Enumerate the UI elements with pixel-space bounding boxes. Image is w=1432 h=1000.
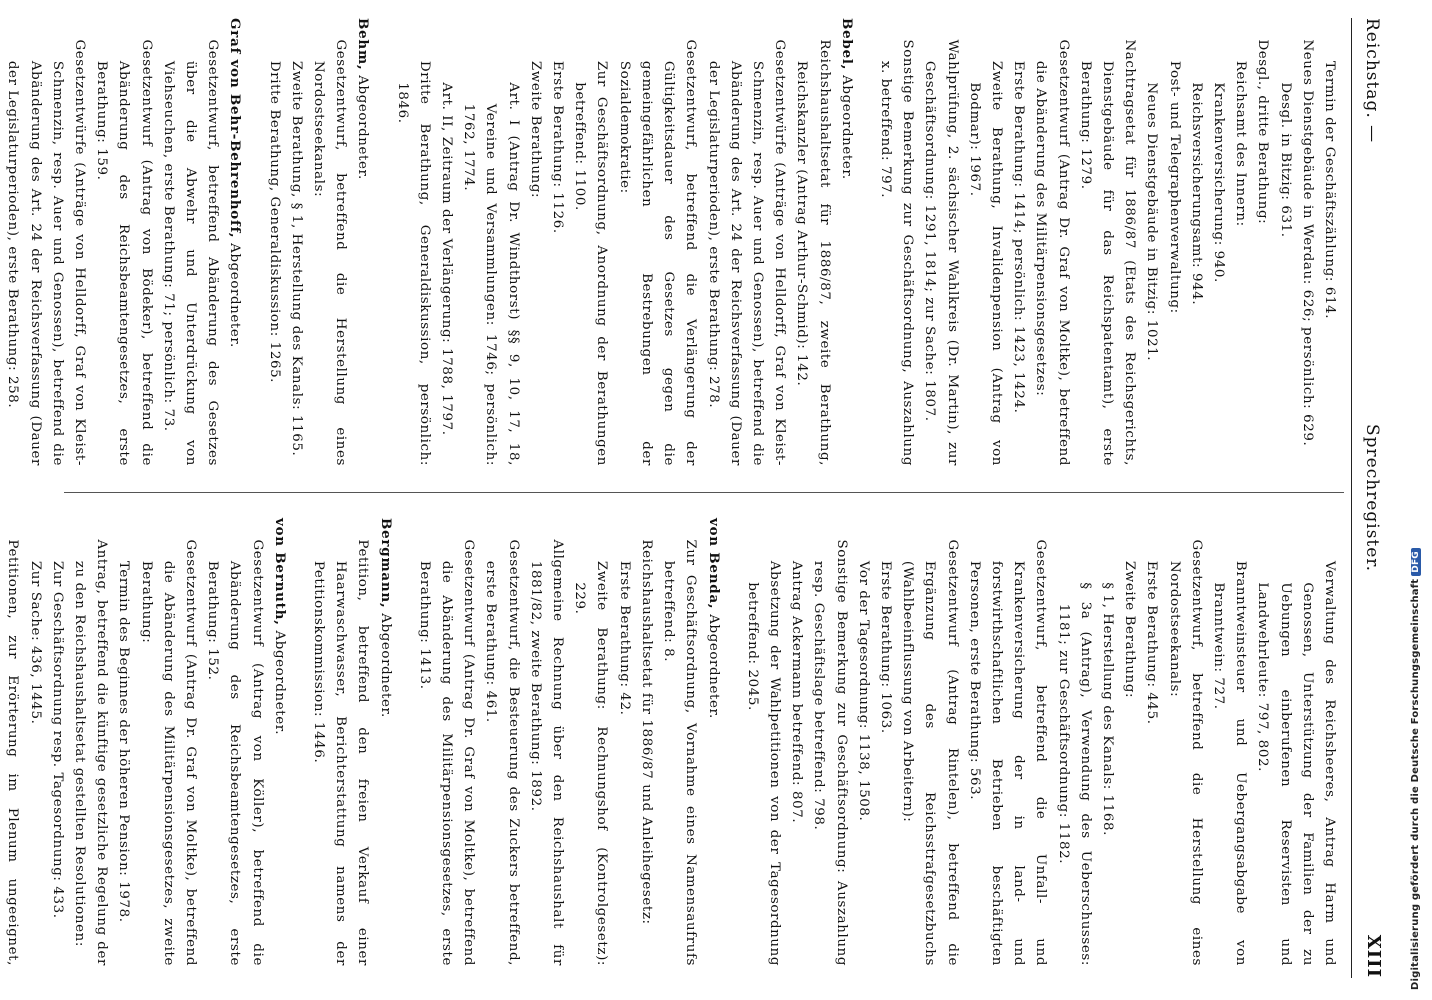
entry-text: Desgl., dritte Berathung:: [1255, 39, 1271, 225]
entry-text: Gesetzentwurf, die Besteuerung des Zuckers betreffend, erste Berathung: 461.: [483, 539, 521, 966]
register-entry: [701, 39, 790, 466]
register-entry: [568, 61, 612, 466]
register-entry: [1162, 61, 1184, 466]
entry-text: Absetzung der Wahlpetitionen von der Tagesordnung betreffend: 2045.: [744, 560, 782, 966]
register-entry: [1273, 82, 1295, 466]
entry-text: Desgl. in Bitzig: 631.: [1277, 82, 1293, 238]
entry-text: Gesetzentwurf, betreffend die Herstellung eines Nordostseekanals:: [311, 39, 349, 466]
register-entry: [1318, 61, 1340, 466]
register-entry: [457, 82, 524, 466]
entry-text: Antrag, betreffend die künftige gesetzliche Regelung der zu den Reichshaushaltsetat gestellten Resolutionen:: [72, 539, 110, 966]
entry-text: Zweite Berathung, Invalidenpension (Antrag von Bodmar): 1967.: [966, 60, 1004, 466]
entry-text: Zweite Berathung:: [1122, 560, 1138, 699]
register-entry: [785, 561, 807, 966]
register-entry: [435, 82, 457, 466]
entry-text: Gesetzentwurf (Antrag Dr. Graf von Moltke), betreffend die Abänderung des Militärpensionsgesetzes:: [1033, 39, 1071, 466]
column-divider: [64, 492, 1344, 493]
register-entry: [963, 539, 1052, 966]
person-name: Bebel,: [838, 18, 855, 71]
entry-text: Erste Berathung: 1063.: [877, 560, 893, 734]
register-entry: [874, 39, 918, 466]
register-entry: [635, 539, 657, 966]
entry-text: Zweite Berathung:: [527, 60, 543, 199]
register-entry: [307, 39, 351, 466]
entry-text: Termin der Geschäftszählung: 614.: [1322, 60, 1337, 320]
entry-text: Gesetzentwurf (Antrag Dr. Graf von Moltke), betreffend die Abänderung des Militärpensionsgesetzes, zweite Berathung:: [138, 539, 199, 966]
entry-text: Verwaltung des Reichsheeres, Antrag Harm und Genossen, Unterstützung der Familien der zu Uebungen einberufenen Reservisten und Landwehrleute: 797, 802.: [1255, 560, 1337, 966]
entry-text: Sonstige Bemerkung zur Geschäftsordnung, Auszahlung x. betreffend: 797.: [877, 39, 916, 466]
person-name: von Benda,: [705, 518, 722, 610]
entry-text: Zur Sache: 436, 1445.: [27, 560, 43, 725]
register-entry: [112, 561, 134, 966]
entry-text: Art. II, Zeitraum der Verlängerung: 1788, 1797.: [439, 82, 455, 436]
person-role: Abgeordneter.: [227, 238, 243, 348]
entry-text: Gesetzentwurf, betreffend Abänderung des Gesetzes über die Abwehr und Unterdrückung von Viehseuchen, erste Berathung: 71; persönlich: 73.: [160, 39, 221, 466]
register-entry: [1251, 561, 1340, 966]
register-entry: [1296, 39, 1318, 466]
register-entry: [807, 539, 851, 966]
entry-text: Erste Berathung: 445.: [1144, 560, 1160, 725]
register-entry: [90, 39, 157, 466]
register-entry: [1140, 561, 1162, 966]
entry-text: Gesetzentwurf, betreffend die Herstellung eines Nordostseekanals:: [1166, 539, 1204, 966]
entry-text: Zur Geschäftsordnung, Anordnung der Berathungen betreffend: 1100.: [572, 60, 610, 466]
entry-text: Krankenversicherung: 940.: [1210, 82, 1226, 283]
register-entry: [963, 61, 1007, 466]
register-person-entry: [373, 518, 396, 966]
register-entry: [1140, 82, 1162, 466]
digitization-note: [1410, 548, 1421, 990]
entry-text: Zur Geschäftsordnung, Vornahme eines Namensaufrufs betreffend: 8.: [661, 539, 699, 966]
register-entry: [0, 539, 23, 966]
person-role: Abgeordneter.: [705, 609, 721, 719]
entry-text: Vor der Tagesordnung: 1138, 1508.: [855, 560, 871, 822]
entry-text: Gesetzentwurf, betreffend die Verlängerung der Gültigkeitsdauer des Gesetzes gegen die gemeingefährlichen Bestrebungen der Sozialdemokratie:: [616, 39, 699, 466]
register-entry: [918, 39, 962, 466]
register-entry: [1207, 82, 1229, 466]
entry-text: Gesetzentwürfe (Anträge von Helldorff, Graf von Kleist-Schmenzin, resp. Auer und Genossen), betreffend die Abänderung des Art. 24 der Reichsverfassung (Dauer der Legislaturperioden), erste Berathung: 278.: [705, 39, 788, 466]
left-column: [5, 18, 1340, 466]
entry-text: Sonstige Bemerkung zur Geschäftsordnung: Auszahlung resp. Geschäftslage betreffend: 798.: [811, 539, 849, 966]
register-person-entry: [223, 18, 246, 466]
register-person-entry: [351, 18, 374, 466]
person-role: Abgeordneter.: [271, 625, 287, 736]
register-entry: [413, 539, 480, 966]
entry-text: Zur Geschäftsordnung resp. Tagesordnung: 433.: [49, 560, 65, 919]
entry-text: Petitionen, zur Erörterung im Plenum ungeeignet,: [5, 539, 21, 966]
entry-text: Zweite Berathung, § 1, Herstellung des Kanals: 1165.: [288, 60, 304, 457]
entry-text: § 1, Herstellung des Kanals: 1168.: [1099, 582, 1115, 836]
entry-text: Gesetzentwurf, betreffend die Unfall- und Krankenversicherung der in land- und forstwirthschaftlichen Betrieben beschäftigten Personen, erste Berathung: 563.: [966, 539, 1049, 966]
register-person-entry: [268, 518, 291, 966]
register-entry: [657, 539, 701, 966]
entry-text: Neues Dienstgebäude in Bitzig: 1021.: [1144, 82, 1160, 362]
register-entry: [23, 561, 45, 966]
register-entry: [613, 39, 702, 466]
register-entry: [1074, 39, 1141, 466]
page-header: [1350, 18, 1388, 978]
register-entry: [790, 39, 834, 466]
register-entry: [524, 539, 568, 966]
register-entry: [1029, 39, 1073, 466]
register-entry: [46, 561, 68, 966]
register-entry: [479, 539, 523, 966]
entry-text: Reichsversicherungsamt: 944.: [1188, 82, 1204, 306]
entry-text: Reichshaushaltsetat für 1886/87, zweite Berathung, Reichskanzler (Antrag Arthur-Schmid): 142.: [794, 39, 832, 466]
register-entry: [524, 61, 546, 466]
entry-text: Neues Dienstgebäude in Werdau: 626; persönlich: 629.: [1299, 39, 1315, 447]
entry-text: Gesetzentwurf (Antrag von Bödeker), betreffend die Abänderung des Reichsbeamtengesetzes, erste Berathung: 159.: [94, 39, 154, 466]
entry-text: Petition, betreffend den freien Verkauf einer Haarwaschwasser, Berichterstattung namens der Petitionskommission: 1446.: [311, 539, 371, 966]
entry-text: Gesetzentwurf (Antrag Rintelen), betreffend die Ergänzung des Reichsstrafgesetzbuchs (Wahlbeeinflussung von Arbeitern):: [900, 539, 960, 966]
register-entry: [613, 561, 635, 966]
entry-text: Antrag Ackermann betreffend: 807.: [789, 560, 805, 824]
entry-text: Reichsamt des Innern:: [1233, 60, 1249, 227]
entry-text: Erste Berathung: 42.: [616, 560, 632, 716]
entry-text: Termin des Beginnes der höheren Pension: 1978.: [116, 560, 132, 923]
entry-text: Nachtragsetat für 1886/87 (Etats des Reichsgerichts, Dienstgebäude für das Reichspatentamt), erste Berathung: 1279.: [1077, 39, 1138, 466]
register-entry: [874, 561, 896, 966]
register-person-entry: [835, 18, 858, 466]
person-name: von Bernuth,: [271, 518, 288, 626]
register-entry: [201, 539, 268, 966]
person-name: Graf von Behr-Behrenhoff,: [227, 18, 244, 239]
register-entry: [1229, 61, 1251, 466]
entry-text: Zweite Berathung: Rechnungshof (Kontrolgesetz): 229.: [572, 560, 610, 966]
register-entry: [896, 539, 963, 966]
entry-text: Gesetzentwurf (Antrag Dr. Graf von Moltke), betreffend die Abänderung des Militärpensionsgesetzes, erste Berathung: 1413.: [416, 539, 477, 966]
entry-text: Gesetzentwurf (Antrag von Köller), betreffend die Abänderung des Reichsbeamtengesetzes, erste Berathung: 152.: [205, 539, 265, 966]
register-entry: [1162, 539, 1206, 966]
register-entry: [1096, 582, 1118, 966]
register-entry: [307, 539, 374, 966]
register-entry: [68, 539, 112, 966]
register-entry: [157, 39, 224, 466]
right-column: [5, 518, 1340, 966]
register-entry: [852, 561, 874, 966]
register-entry: [741, 561, 785, 966]
register-entry: [1051, 582, 1095, 966]
entry-text: Wahlprüfung, 2. sächsischer Wahlkreis (Dr. Martin), zur Geschäftsordnung: 1291, 1814; zur Sache: 1807.: [922, 39, 960, 466]
digitization-note-text: Digitalisierung gefördert durch die Deutsche Forschungsgemeinschaft: [1410, 578, 1421, 990]
entry-text: Branntweinsteuer und Uebergangsabgabe von Branntwein: 727.: [1210, 560, 1249, 966]
entry-text: Allgemeine Rechnung über den Reichshaushalt für 1881/82, zweite Berathung: 1892.: [527, 539, 566, 966]
person-role: Abgeordneter.: [355, 70, 371, 180]
rotated-book-page: [5, 18, 1388, 978]
register-entry: [1251, 39, 1273, 466]
register-entry: [1118, 561, 1140, 966]
entry-text: Dritte Berathung, Generaldiskussion, persönlich: 1846.: [394, 60, 432, 466]
register-entry: [285, 61, 307, 466]
register-entry: [568, 561, 612, 966]
entry-text: § 3a (Antrag), Verwendung des Ueberschusses: 1181; zur Geschäftsordnung: 1182.: [1055, 582, 1093, 966]
register-entry: [390, 61, 434, 466]
register-entry: [134, 539, 201, 966]
register-entry: [262, 61, 284, 466]
header-title: Sprechregister.: [1362, 424, 1382, 572]
entry-text: Erste Berathung: 1414; persönlich: 1423, 1424.: [1011, 60, 1027, 414]
header-left: Reichstag. —: [1362, 18, 1382, 144]
person-name: Behm,: [355, 18, 372, 71]
entry-text: Dritte Berathung, Generaldiskussion: 1265.: [266, 60, 282, 384]
entry-text: Gesetzentwürfe (Anträge von Helldorff, Graf von Kleist-Schmenzin, resp. Auer und Genossen), betreffend die Abänderung des Art. 24 der Reichsverfassung (Dauer der Legislaturperioden), erste Berathung: 258.: [5, 39, 88, 466]
person-role: Abgeordneter.: [838, 70, 854, 180]
register-entry: [1207, 561, 1251, 966]
register-entry: [546, 61, 568, 466]
header-rule: [1351, 18, 1352, 978]
entry-text: Reichshaushaltsetat für 1886/87 und Anleihegesetz:: [638, 539, 654, 925]
page-number: XIII: [1363, 934, 1384, 978]
register-entry: [1185, 82, 1207, 466]
register-person-entry: [701, 518, 724, 966]
dfg-logo: DFG: [1411, 548, 1421, 576]
person-role: Abgeordneter.: [377, 608, 393, 718]
entry-text: Post- und Telegraphenverwaltung:: [1166, 60, 1182, 314]
register-entry: [1007, 61, 1029, 466]
person-name: Bergmann,: [377, 518, 394, 609]
entry-text: Art. I (Antrag Dr. Windthorst) §§ 9, 10, 17, 18, Vereine und Versammlungen: 1746; persönlich: 1762, 1774.: [461, 82, 521, 466]
register-entry: [1, 39, 90, 466]
entry-text: Erste Berathung: 1126.: [550, 60, 566, 234]
